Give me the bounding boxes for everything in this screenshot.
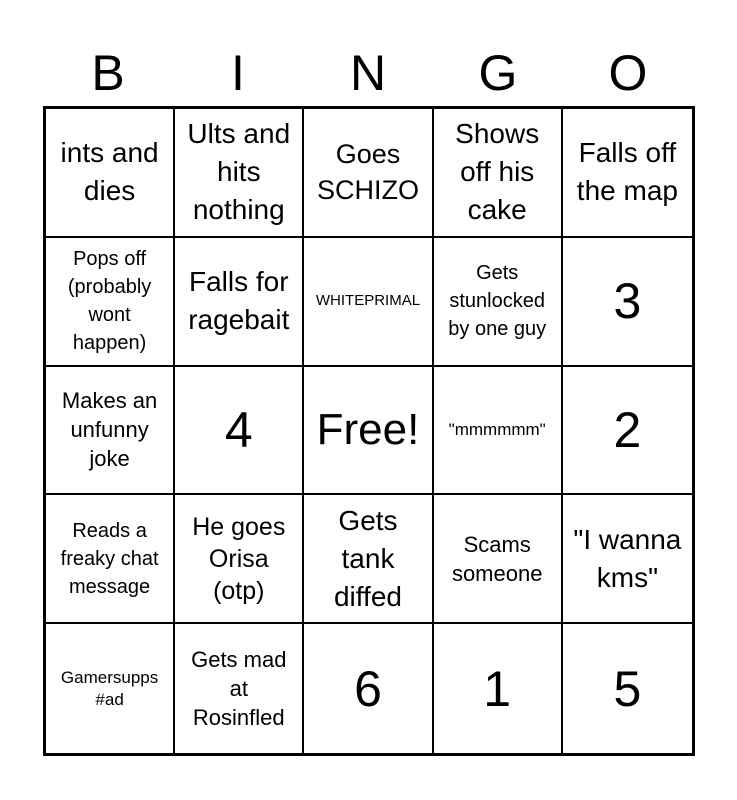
bingo-cell-r1c4[interactable]: [434, 109, 563, 238]
cell-text: "I wanna kms": [573, 523, 682, 593]
bingo-cell-r4c3[interactable]: [304, 495, 433, 624]
cell-text: Falls off the map: [576, 137, 678, 207]
header-letter-n: N: [349, 45, 387, 101]
header-letter-i: I: [231, 45, 245, 101]
cell-text: Shows off his cake: [455, 118, 540, 226]
bingo-cell-r2c2[interactable]: [175, 238, 304, 367]
bingo-cell-r2c3[interactable]: [304, 238, 433, 367]
bingo-cell-r2c1[interactable]: [46, 238, 175, 367]
header-letter-b: B: [91, 45, 125, 101]
cell-text: Gets mad at Rosinfled: [191, 647, 287, 731]
cell-text: Goes SCHIZO: [316, 139, 419, 206]
cell-text: Ults and hits nothing: [187, 118, 291, 226]
cell-text: Falls for ragebait: [188, 266, 290, 336]
cell-text: 1: [483, 660, 512, 717]
bingo-cell-r2c4[interactable]: [434, 238, 563, 367]
cell-text: He goes Orisa (otp): [192, 512, 286, 605]
cell-text: Gamersupps #ad: [60, 667, 159, 709]
cell-text: Makes an unfunny joke: [61, 388, 158, 472]
bingo-cell-r3c2[interactable]: [175, 367, 304, 496]
bingo-board: [43, 106, 695, 756]
bingo-cell-r4c1[interactable]: [46, 495, 175, 624]
bingo-cell-r5c5[interactable]: [563, 624, 692, 753]
bingo-cell-r4c4[interactable]: [434, 495, 563, 624]
cell-text: WHITEPRIMAL: [315, 292, 421, 310]
bingo-cell-r4c2[interactable]: [175, 495, 304, 624]
cell-text: Gets tank diffed: [333, 504, 402, 612]
bingo-cell-r5c2[interactable]: [175, 624, 304, 753]
bingo-cell-free[interactable]: [304, 367, 433, 496]
cell-text: 6: [354, 660, 382, 717]
cell-text: Gets stunlocked by one guy: [448, 262, 547, 341]
cell-text: 2: [613, 401, 642, 458]
bingo-cell-r3c5[interactable]: [563, 367, 692, 496]
cell-text: "mmmmmm": [448, 419, 546, 439]
bingo-cell-r5c3[interactable]: [304, 624, 433, 753]
header-letter-o: O: [608, 45, 648, 101]
cell-text: Pops off (probably wont happen): [67, 248, 152, 355]
cell-text: 3: [613, 273, 642, 330]
bingo-cell-r1c1[interactable]: [46, 109, 175, 238]
header-letter-g: G: [478, 45, 518, 101]
bingo-cell-r4c5[interactable]: [563, 495, 692, 624]
bingo-cell-r3c4[interactable]: [434, 367, 563, 496]
bingo-cell-r3c1[interactable]: [46, 367, 175, 496]
bingo-cell-r1c3[interactable]: [304, 109, 433, 238]
bingo-cell-r5c1[interactable]: [46, 624, 175, 753]
bingo-header: [43, 40, 693, 106]
cell-text: ints and dies: [60, 137, 159, 207]
bingo-cell-r5c4[interactable]: [434, 624, 563, 753]
cell-text: Scams someone: [451, 531, 543, 586]
cell-text: Free!: [316, 404, 420, 454]
cell-text: 4: [224, 401, 253, 458]
bingo-cell-r2c5[interactable]: [563, 238, 692, 367]
bingo-cell-r1c5[interactable]: [563, 109, 692, 238]
cell-text: 5: [613, 660, 642, 717]
bingo-cell-r1c2[interactable]: [175, 109, 304, 238]
cell-text: Reads a freaky chat message: [60, 519, 159, 598]
